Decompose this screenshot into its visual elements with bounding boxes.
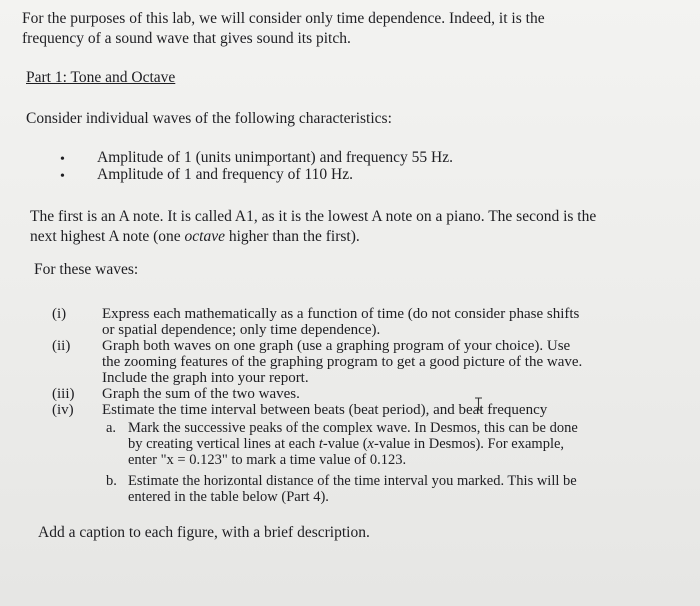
- part-1-heading: Part 1: Tone and Octave: [26, 69, 176, 86]
- octave-emphasis: octave: [184, 228, 225, 245]
- note-paragraph-line-1: The first is an A note. It is called A1, as it is the lowest A note on a piano. The second is the: [30, 208, 597, 225]
- sub-item-a-line-3: enter "x = 0.123" to mark a time value of 0.123.: [128, 452, 407, 468]
- sub-item-a-line-1: Mark the successive peaks of the complex wave. In Desmos, this can be done: [128, 420, 578, 436]
- item-number-ii: (ii): [52, 338, 71, 354]
- item-iii-line-1: Graph the sum of the two waves.: [102, 386, 300, 402]
- item-i-line-2: or spatial dependence; only time dependence).: [102, 322, 381, 338]
- item-ii-line-3: Include the graph into your report.: [102, 370, 309, 386]
- item-ii-line-2: the zooming features of the graphing program to get a good picture of the wave.: [102, 354, 583, 370]
- text-cursor-icon: [474, 397, 483, 411]
- note-paragraph-line-2: next highest A note (one octave higher than the first).: [30, 228, 360, 245]
- sub-item-b-line-2: entered in the table below (Part 4).: [128, 489, 329, 505]
- consider-line: Consider individual waves of the following characteristics:: [26, 110, 392, 127]
- bullet-item-1: Amplitude of 1 (units unimportant) and frequency 55 Hz.: [97, 149, 453, 166]
- bullet-item-2: Amplitude of 1 and frequency of 110 Hz.: [97, 166, 353, 183]
- sub-item-letter-a: a.: [106, 420, 117, 436]
- intro-line-1: For the purposes of this lab, we will consider only time dependence. Indeed, it is the: [22, 10, 545, 27]
- caption-instruction: Add a caption to each figure, with a brief description.: [38, 524, 370, 541]
- sub-item-b-line-1: Estimate the horizontal distance of the time interval you marked. This will be: [128, 473, 577, 489]
- sub-item-a-line-2: by creating vertical lines at each t-value (x-value in Desmos). For example,: [128, 436, 565, 452]
- item-ii-line-1: Graph both waves on one graph (use a graphing program of your choice). Use: [102, 338, 571, 354]
- intro-line-2: frequency of a sound wave that gives sound its pitch.: [22, 30, 351, 47]
- item-number-i: (i): [52, 306, 67, 322]
- sub-item-letter-b: b.: [106, 473, 117, 489]
- bullet-marker-2: •: [60, 169, 65, 184]
- bullet-marker-1: •: [60, 152, 65, 167]
- item-number-iv: (iv): [52, 402, 74, 418]
- item-iv-line-1: Estimate the time interval between beats (beat period), and beat frequency: [102, 402, 548, 418]
- for-these-waves: For these waves:: [34, 261, 139, 278]
- item-i-line-1: Express each mathematically as a function of time (do not consider phase shifts: [102, 306, 580, 322]
- item-number-iii: (iii): [52, 386, 75, 402]
